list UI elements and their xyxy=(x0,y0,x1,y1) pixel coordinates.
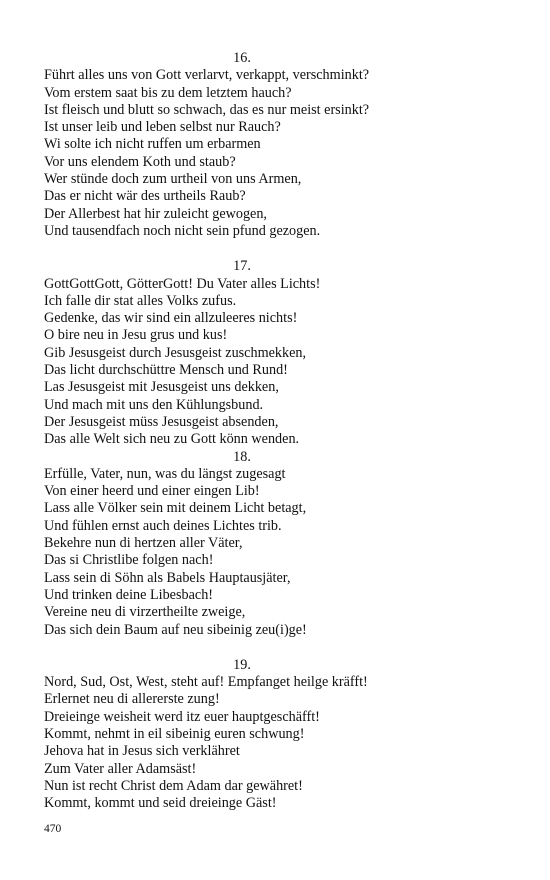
stanza-19 xyxy=(44,657,464,813)
stanza-gap xyxy=(44,639,464,657)
verse-line: Erlernet neu di allererste zung! xyxy=(44,691,220,708)
verse-line: Das alle Welt sich neu zu Gott könn wenden. xyxy=(44,431,300,448)
verse-line: Vereine neu di virzertheilte zweige, xyxy=(44,604,246,621)
verse-line: Nun ist recht Christ dem Adam dar gewähret! xyxy=(44,777,303,794)
stanza-18 xyxy=(44,449,464,639)
verse-line: GottGottGott, GötterGott! Du Vater alles Lichts! xyxy=(44,275,321,292)
verse-line: Kommt, kommt und seid dreieinge Gäst! xyxy=(44,795,277,812)
verse-line: Ist unser leib und leben selbst nur Rauch? xyxy=(44,119,281,136)
stanza-17 xyxy=(44,258,464,448)
stanza-number: 19. xyxy=(233,656,251,673)
verse-line: Las Jesusgeist mit Jesusgeist uns dekken, xyxy=(44,379,279,396)
verse-line: Dreieinge weisheit werd itz euer hauptgeschäfft! xyxy=(44,708,320,725)
verse-line: Führt alles uns von Gott verlarvt, verkappt, verschminkt? xyxy=(44,67,370,84)
verse-line: Bekehre nun di hertzen aller Väter, xyxy=(44,535,243,552)
verse-line: Vor uns elendem Koth und staub? xyxy=(44,153,236,170)
verse-line: Das licht durchschüttre Mensch und Rund! xyxy=(44,362,288,379)
verse-line: Vom erstem saat bis zu dem letztem hauch? xyxy=(44,84,292,101)
verse-line: Jehova hat in Jesus sich verklähret xyxy=(44,743,240,760)
verse-line: Wer stünde doch zum urtheil von uns Armen, xyxy=(44,171,302,188)
verse-line: Nord, Sud, Ost, West, steht auf! Empfanget heilge kräfft! xyxy=(44,674,368,691)
verse-line: Zum Vater aller Adamsäst! xyxy=(44,760,197,777)
verse-line: Wi solte ich nicht ruffen um erbarmen xyxy=(44,136,261,153)
verse-line: Und fühlen ernst auch deines Lichtes trib. xyxy=(44,517,282,534)
stanza-number: 16. xyxy=(233,50,251,66)
verse-line: Und tausendfach noch nicht sein pfund gezogen. xyxy=(44,222,321,239)
verse-line: Das er nicht wär des urtheils Raub? xyxy=(44,188,246,205)
poem-page xyxy=(44,50,464,812)
verse-line: Das sich dein Baum auf neu sibeinig zeu(i)ge! xyxy=(44,621,307,638)
verse-line: Von einer heerd und einer eingen Lib! xyxy=(44,483,260,500)
verse-line: Lass alle Völker sein mit deinem Licht betagt, xyxy=(44,500,307,517)
verse-line: Lass sein di Söhn als Babels Hauptausjäter, xyxy=(44,569,291,586)
verse-line: Und trinken deine Libesbach! xyxy=(44,586,214,603)
page-number: 470 xyxy=(44,823,62,835)
verse-line: Der Jesusgeist müss Jesusgeist absenden, xyxy=(44,413,279,430)
stanza-gap xyxy=(44,240,464,258)
verse-line: Kommt, nehmt in eil sibeinig euren schwung! xyxy=(44,725,305,742)
stanza-number: 17. xyxy=(233,258,251,275)
stanza-number: 18. xyxy=(233,448,251,465)
verse-line: Der Allerbest hat hir zuleicht gewogen, xyxy=(44,205,267,222)
verse-line: Und mach mit uns den Kühlungsbund. xyxy=(44,396,264,413)
verse-line: Ist fleisch und blutt so schwach, das es nur meist ersinkt? xyxy=(44,101,370,118)
stanza-16 xyxy=(44,50,464,240)
verse-line: Erfülle, Vater, nun, was du längst zugesagt xyxy=(44,465,286,482)
verse-line: Ich falle dir stat alles Volks zufus. xyxy=(44,292,237,309)
verse-line: O bire neu in Jesu grus und kus! xyxy=(44,327,228,344)
verse-line: Gib Jesusgeist durch Jesusgeist zuschmekken, xyxy=(44,344,307,361)
verse-line: Das si Christlibe folgen nach! xyxy=(44,552,214,569)
verse-line: Gedenke, das wir sind ein allzuleeres nichts! xyxy=(44,310,298,327)
